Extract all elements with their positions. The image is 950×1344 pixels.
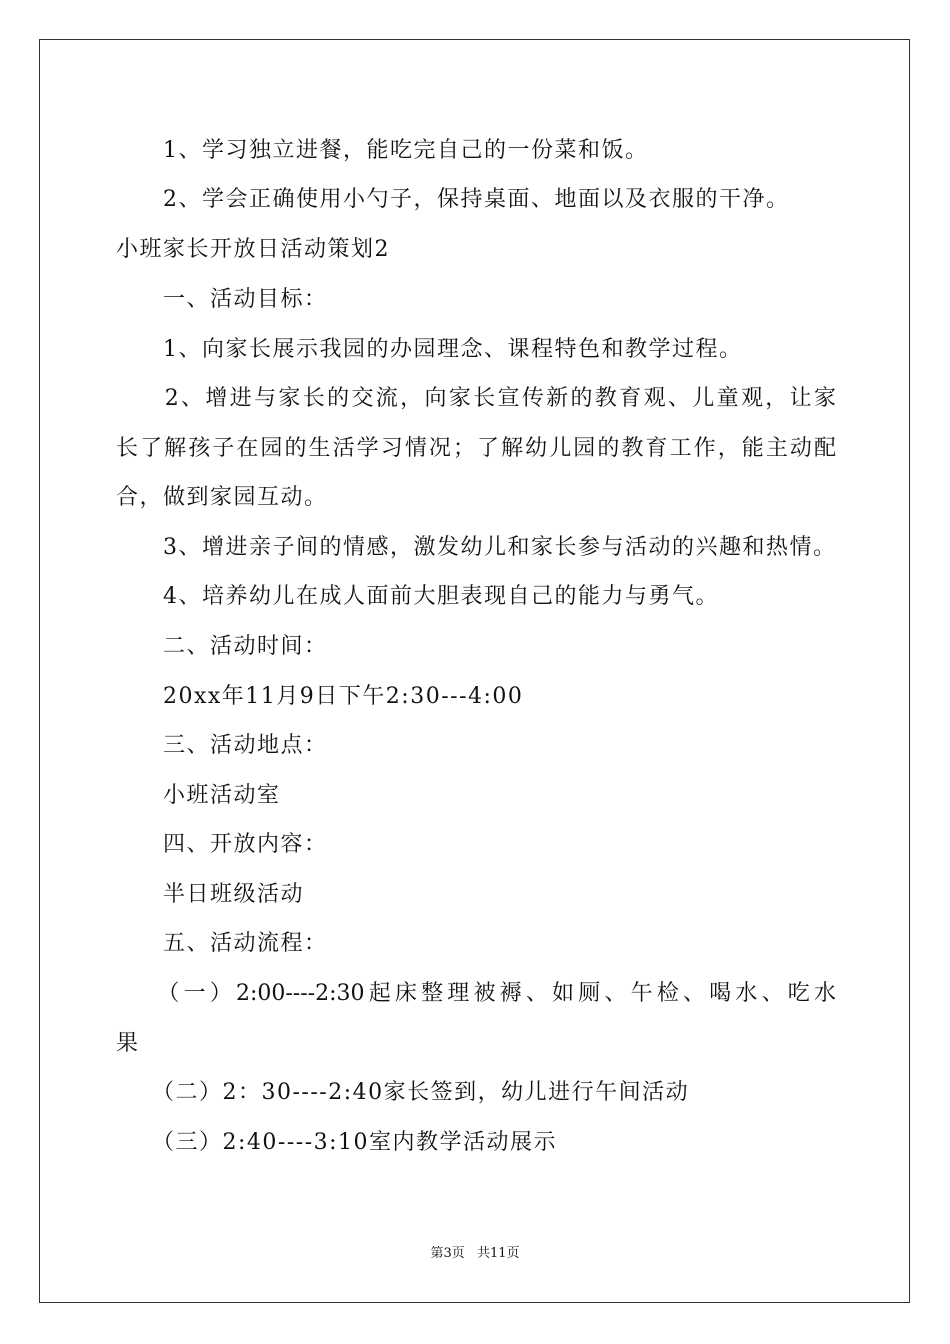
page-footer: [0, 1245, 950, 1263]
paragraph-line: 20xx年11月9日下午2:30---4:00: [116, 684, 524, 709]
paragraph-line: 3、增进亲子间的情感，激发幼儿和家长参与活动的兴趣和热情。: [116, 535, 837, 560]
paragraph-line: 长了解孩子在园的生活学习情况；了解幼儿园的教育工作，能主动配: [116, 436, 836, 461]
page-number: 第3页: [430, 1246, 465, 1261]
paragraph-line: （三）2:40----3:10室内教学活动展示: [116, 1130, 558, 1155]
heading-line: 五、活动流程：: [116, 931, 328, 956]
paragraph-line: 果: [116, 1031, 140, 1056]
paragraph-line: 4、培养幼儿在成人面前大胆表现自己的能力与勇气。: [116, 584, 719, 609]
paragraph-line: 2、增进与家长的交流，向家长宣传新的教育观、儿童观，让家: [116, 386, 836, 411]
heading-line: 二、活动时间：: [116, 634, 328, 659]
paragraph-line: （二）2：30----2:40家长签到，幼儿进行午间活动: [116, 1080, 690, 1105]
section-title: 小班家长开放日活动策划2: [116, 237, 390, 262]
page-total: 共11页: [476, 1246, 520, 1261]
paragraph-line: 1、学习独立进餐，能吃完自己的一份菜和饭。: [116, 138, 649, 163]
paragraph-line: 小班活动室: [116, 783, 281, 808]
paragraph-line: 1、向家长展示我园的办园理念、课程特色和教学过程。: [116, 337, 743, 362]
paragraph-line: 半日班级活动: [116, 882, 305, 907]
heading-line: 四、开放内容：: [116, 832, 328, 857]
paragraph-line: 2、学会正确使用小勺子，保持桌面、地面以及衣服的干净。: [116, 187, 790, 212]
paragraph-line: 合，做到家园互动。: [116, 485, 328, 510]
heading-line: 一、活动目标：: [116, 287, 328, 312]
page-border: [39, 39, 910, 1303]
paragraph-line: （一）2:00----2:30起床整理被褥、如厕、午检、喝水、吃水: [116, 981, 836, 1006]
heading-line: 三、活动地点：: [116, 733, 328, 758]
